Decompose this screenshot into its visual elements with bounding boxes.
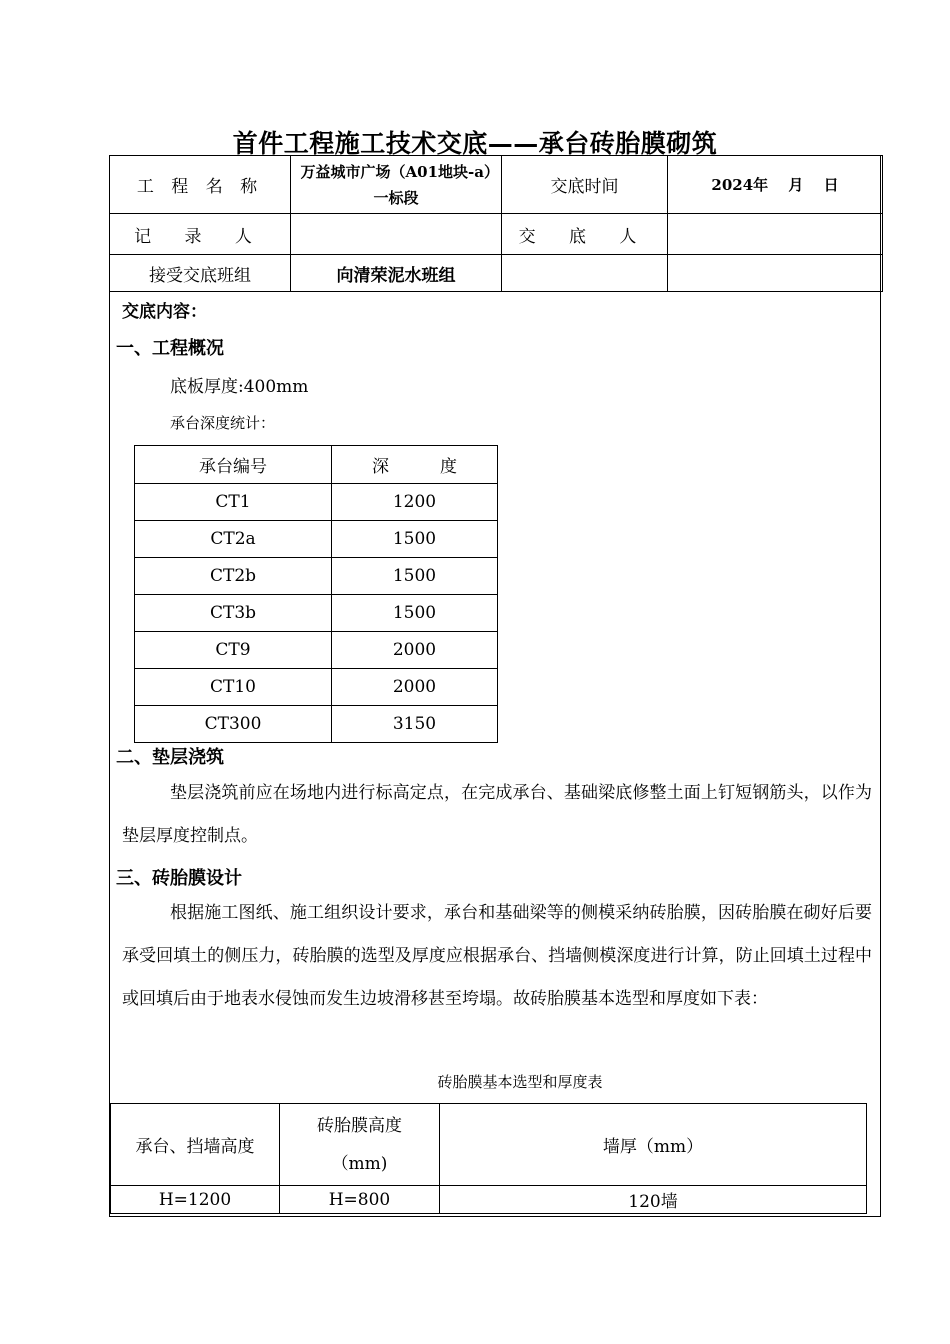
depth-table-cell: 2000 <box>332 632 498 669</box>
content-heading: 交底内容： <box>122 302 207 322</box>
depth-table-cell: CT3b <box>135 595 332 632</box>
depth-table-header: 深 度 <box>332 446 498 484</box>
receiving-team-label: 接受交底班组 <box>110 255 291 292</box>
brick-table-caption: 砖胎膜基本选型和厚度表 <box>437 1073 603 1091</box>
depth-table-cell: CT2a <box>135 521 332 558</box>
header-table <box>109 155 883 292</box>
brick-table-header <box>280 1104 440 1186</box>
project-name-value: 万益城市广场（A01地块-a）一标段 <box>291 156 502 214</box>
disclosure-time-value: 2024年 月 日 <box>668 156 883 214</box>
empty-cell <box>502 255 668 292</box>
depth-stats-label: 承台深度统计： <box>170 414 276 432</box>
depth-table-cell: CT10 <box>135 669 332 706</box>
depth-table-cell: 1500 <box>332 558 498 595</box>
depth-table-cell: 1500 <box>332 521 498 558</box>
section2-text: 垫层浇筑前应在场地内进行标高定点，在完成承台、基础梁底修整土面上钉短钢筋头，以作为垫层厚度控制点。 <box>122 783 872 846</box>
page-title: 首件工程施工技术交底——承台砖胎膜砌筑 <box>232 129 718 158</box>
depth-table-cell: CT9 <box>135 632 332 669</box>
depth-table <box>134 445 498 743</box>
depth-table-header: 承台编号 <box>135 446 332 484</box>
brick-table-cell: H=1200 <box>111 1186 280 1214</box>
brick-table-header-line: 砖胎膜高度 <box>317 1115 402 1136</box>
section1-title: 一、工程概况 <box>116 338 224 359</box>
receiving-team-value: 向清荣泥水班组 <box>291 255 502 292</box>
section3-title: 三、砖胎膜设计 <box>116 868 242 889</box>
depth-table-cell: 3150 <box>332 706 498 743</box>
brick-mold-table <box>110 1103 867 1214</box>
depth-table-cell: CT300 <box>135 706 332 743</box>
brick-table-cell: H=800 <box>280 1186 440 1214</box>
recorder-label: 记 录 人 <box>110 214 291 255</box>
disclosure-time-label: 交底时间 <box>502 156 668 214</box>
brick-table-header: 墙厚（mm） <box>440 1104 867 1186</box>
depth-table-cell: 1500 <box>332 595 498 632</box>
depth-table-cell: CT1 <box>135 484 332 521</box>
project-name-label: 工 程 名 称 <box>110 156 291 214</box>
brick-table-cell: 120墙 <box>440 1186 867 1214</box>
section2-title: 二、垫层浇筑 <box>116 747 224 768</box>
slab-thickness: 底板厚度:400mm <box>170 377 309 397</box>
brick-table-header-line: （mm) <box>331 1153 388 1174</box>
depth-table-cell: CT2b <box>135 558 332 595</box>
empty-cell <box>668 255 883 292</box>
section3-text: 根据施工图纸、施工组织设计要求，承台和基础梁等的侧模采纳砖胎膜，因砖胎膜在砌好后要承受回填土的侧压力，砖胎膜的选型及厚度应根据承台、挡墙侧模深度进行计算，防止回填土过程中或回填后由于地表水侵蚀而发生边坡滑移甚至垮塌。故砖胎膜基本选型和厚度如下表： <box>122 903 872 1009</box>
brick-table-header: 承台、挡墙高度 <box>111 1104 280 1186</box>
discloser-value <box>668 214 883 255</box>
recorder-value <box>291 214 502 255</box>
discloser-label: 交 底 人 <box>502 214 668 255</box>
depth-table-cell: 1200 <box>332 484 498 521</box>
depth-table-cell: 2000 <box>332 669 498 706</box>
